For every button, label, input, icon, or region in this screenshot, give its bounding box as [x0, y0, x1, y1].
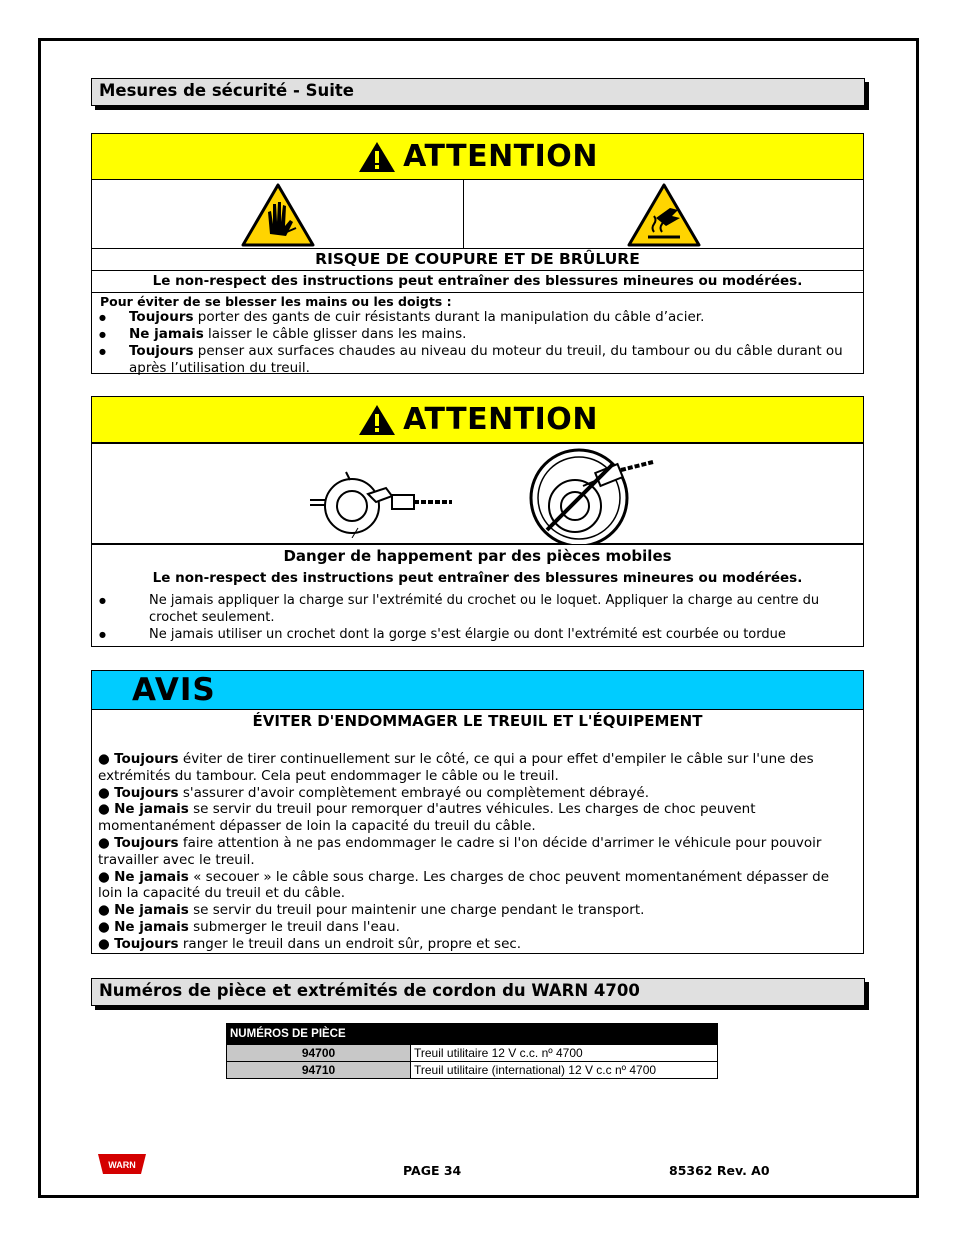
list-item: ● Ne jamais appliquer la charge sur l'extrémité du crochet ou le loquet. Appliquer la charge au centre du crochet seulement.	[92, 592, 863, 626]
list-item: ● Toujours éviter de tirer continuellement sur le côté, ce qui a pour effet d'empiler le câble sur l'une des extrémités du tambour. Cela peut endommager le câble ou le treuil.	[98, 751, 814, 784]
notice-header	[92, 671, 863, 710]
warning-triangle-icon	[357, 403, 397, 437]
list-item: ● Ne jamais laisser le câble glisser dans les mains.	[92, 326, 863, 343]
section-header-part-numbers	[91, 978, 865, 1006]
warn-logo	[97, 1152, 147, 1180]
instructions-intro: Pour éviter de se blesser les mains ou les doigts :	[100, 294, 452, 309]
list-item: ● Ne jamais se servir du treuil pour remorquer d'autres véhicules. Les charges de choc peuvent momentanément dépasser de loin la capacité du treuil du câble.	[98, 801, 756, 835]
attention-header	[92, 134, 863, 180]
hook-illustration-row	[92, 444, 863, 545]
table-header: NUMÉROS DE PIÈCE	[227, 1024, 718, 1045]
list-item: ● Toujours porter des gants de cuir résistants durant la manipulation du câble d’acier.	[92, 309, 863, 326]
pictogram-row	[92, 180, 863, 249]
list-item: ● Toujours penser aux surfaces chaudes au niveau du moteur du treuil, du tambour ou du câble durant ou après l’utilisation du treuil.	[92, 343, 863, 377]
correct-hook-load-icon	[306, 468, 454, 538]
list-item: ● Toujours faire attention à ne pas endommager le cadre si l'on décide d'arrimer le véhicule pour pouvoir travailler avec le treuil.	[98, 834, 822, 868]
logo-text: WARN	[108, 1160, 136, 1170]
list-item: ● Ne jamais submerger le treuil dans l'eau.	[98, 918, 400, 935]
list-item: ● Ne jamais « secouer » le câble sous charge. Les charges de choc peuvent momentanément dépasser de loin la capacité du treuil et du câble.	[98, 868, 830, 902]
notice-list	[92, 751, 863, 953]
hand-cut-hazard-icon	[240, 182, 316, 248]
section-title: Numéros de pièce et extrémités de cordon du WARN 4700	[99, 981, 640, 1000]
table-row	[227, 1045, 718, 1062]
table-row	[227, 1062, 718, 1079]
section-title: Mesures de sécurité - Suite	[99, 81, 354, 100]
consequence-text: Le non-respect des instructions peut entraîner des blessures mineures ou modérées.	[92, 271, 863, 293]
hot-surface-hazard-icon	[626, 182, 702, 248]
instruction-list	[92, 592, 863, 643]
part-number-cell: 94700	[227, 1045, 411, 1062]
list-item: ● Ne jamais utiliser un crochet dont la gorge s'est élargie ou dont l'extrémité est courbée ou tordue	[92, 626, 863, 643]
list-item: ● Ne jamais se servir du treuil pour maintenir une charge pendant le transport.	[98, 902, 645, 919]
page-number: PAGE 34	[403, 1163, 462, 1178]
notice-panel	[91, 670, 864, 954]
signal-word: AVIS	[132, 672, 216, 708]
instructions	[92, 293, 863, 377]
attention-panel-entanglement	[91, 396, 864, 647]
document-revision: 85362 Rev. A0	[669, 1163, 770, 1178]
part-description-cell: Treuil utilitaire 12 V c.c. nº 4700	[411, 1045, 718, 1062]
part-number-cell: 94710	[227, 1062, 411, 1079]
consequence-text: Le non-respect des instructions peut entraîner des blessures mineures ou modérées.	[152, 570, 803, 586]
parts-table	[226, 1023, 718, 1079]
signal-word: ATTENTION	[403, 402, 598, 437]
pictogram-cell-burn	[464, 180, 863, 248]
section-header-safety	[91, 78, 865, 106]
part-description-cell: Treuil utilitaire (international) 12 V c.c nº 4700	[411, 1062, 718, 1079]
warn-logo-icon	[97, 1152, 147, 1176]
attention-panel-cut-burn	[91, 133, 864, 374]
pictogram-cell-cut	[92, 180, 464, 248]
attention-header	[92, 397, 863, 444]
instruction-list	[92, 309, 863, 377]
prohibited-hook-tip-load-icon	[525, 446, 655, 544]
signal-word: ATTENTION	[403, 139, 598, 174]
list-item: ● Toujours ranger le treuil dans un endroit sûr, propre et sec.	[98, 935, 522, 952]
hazard-title: Danger de happement par des pièces mobiles	[283, 547, 672, 565]
notice-subtitle: ÉVITER D'ENDOMMAGER LE TREUIL ET L'ÉQUIPEMENT	[252, 712, 703, 730]
list-item: ● Toujours s'assurer d'avoir complètement embrayé ou complètement débrayé.	[98, 784, 650, 801]
hazard-title: RISQUE DE COUPURE ET DE BRÛLURE	[92, 249, 863, 271]
warning-triangle-icon	[357, 140, 397, 174]
